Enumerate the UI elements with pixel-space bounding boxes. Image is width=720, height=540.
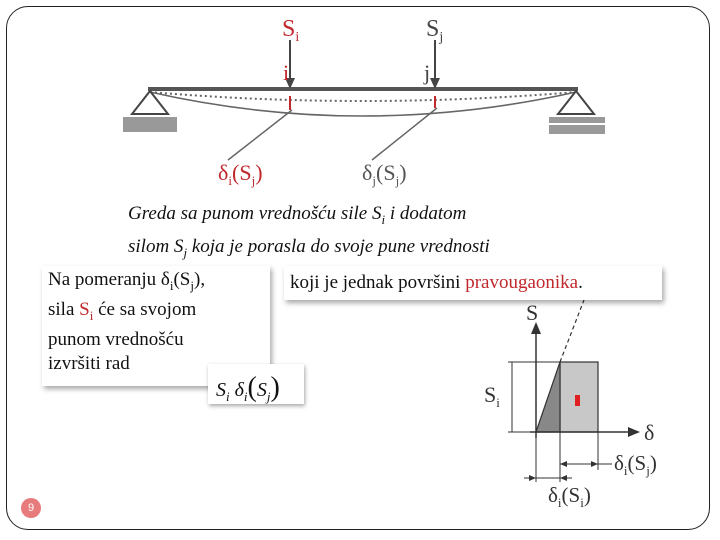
work-formula — [208, 364, 304, 404]
deflection-dotted-line — [150, 92, 576, 101]
axis-s-label: S — [526, 300, 539, 325]
work-graph — [484, 300, 657, 510]
caption-line-2: silom $S_j$ koja je porasla do svoje pune vrednosti — [128, 235, 490, 260]
caption — [128, 200, 602, 266]
dim-arrow-right-a — [560, 461, 567, 467]
page-number-badge: 9 — [21, 498, 41, 518]
dashed-load-line — [560, 300, 584, 362]
point-label-i: i — [283, 60, 290, 85]
callout-label-left: $\delta_i(S_j)$ — [218, 160, 263, 188]
callout-line-left — [228, 110, 292, 160]
left-text-line-2: sila $S_i$ će sa svojom — [48, 298, 197, 323]
graph-label-si: $S_i$ — [484, 382, 500, 410]
red-marker — [575, 395, 580, 406]
beam-label-si: $S_i$ — [282, 16, 300, 45]
dim-arrow-bottom-b — [560, 475, 567, 481]
left-text-line-1: Na pomeranju $\delta_i(S_j)$, — [48, 269, 206, 293]
work-triangle — [536, 362, 560, 432]
left-text — [48, 268, 205, 376]
left-ground — [123, 117, 177, 132]
deflection-curve — [150, 92, 576, 116]
right-text: koji je jednak površini pravougaonika. — [290, 272, 583, 293]
left-text-line-4: izvršiti rad — [48, 352, 130, 374]
caption-line-1: Greda sa punom vrednošću sile $S_i$ i dodatom — [128, 203, 467, 227]
axis-delta-arrowhead — [628, 427, 640, 437]
axis-delta-label: δ — [644, 420, 655, 445]
graph-dim-right-label: $\delta_i(S_j)$ — [614, 451, 657, 478]
dim-arrow-right-b — [591, 461, 598, 467]
callout-label-right: $\delta_j(S_j)$ — [362, 160, 407, 188]
right-ground-top — [549, 117, 605, 123]
beam-label-sj: $S_j$ — [426, 16, 444, 45]
graph-dim-bottom-label: $\delta_i(S_i)$ — [548, 483, 591, 510]
formula-text: $S_i$ $\delta_i(S_j)$ — [216, 372, 280, 404]
dim-arrow-bottom-a — [529, 475, 536, 481]
point-label-j: j — [424, 60, 431, 85]
left-text-line-3: punom vrednošću — [48, 328, 184, 350]
right-ground-bottom — [549, 125, 605, 134]
